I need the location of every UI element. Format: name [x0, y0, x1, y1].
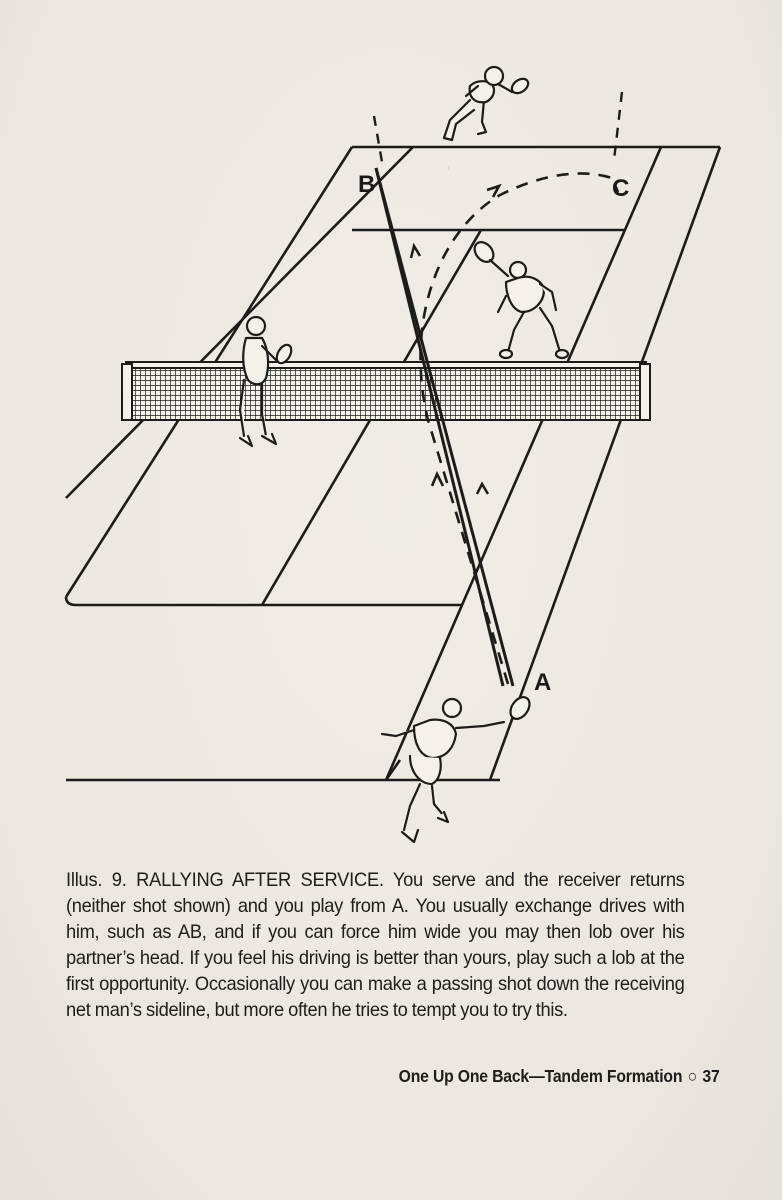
trajectory-dashes: [374, 92, 622, 162]
player-near-baseline: [382, 694, 533, 842]
player-far-baseline: [444, 67, 531, 140]
footer-title: One Up One Back—Tandem Formation: [399, 1066, 683, 1086]
page-number: 37: [702, 1066, 720, 1086]
footer-separator-icon: ○: [688, 1066, 698, 1086]
caption-lead: Illus. 9. RALLYING AFTER SERVICE.: [66, 869, 384, 891]
label-point-a: A: [534, 669, 552, 696]
drive-path-ab: [376, 168, 513, 686]
tennis-net: [122, 362, 650, 420]
lob-path-c: [420, 168, 618, 684]
label-point-b: B: [358, 171, 376, 198]
label-point-c: C: [612, 175, 630, 202]
caption-body: You serve and the receiver returns (neither shot shown) and you play from A. You usually exchange drives with him, such as AB, and if you can force him wide you may then lob over his partner’s head. If you feel his driving is better than yours, play such a lob at the first opportunity. Occasionally you can make a passing shot down the receiving net man’s sideline, but more often he tries to tempt you to try this.: [66, 869, 685, 1021]
running-footer: [399, 1066, 720, 1087]
player-far-net: [471, 238, 568, 358]
figure-caption: [66, 867, 685, 1023]
